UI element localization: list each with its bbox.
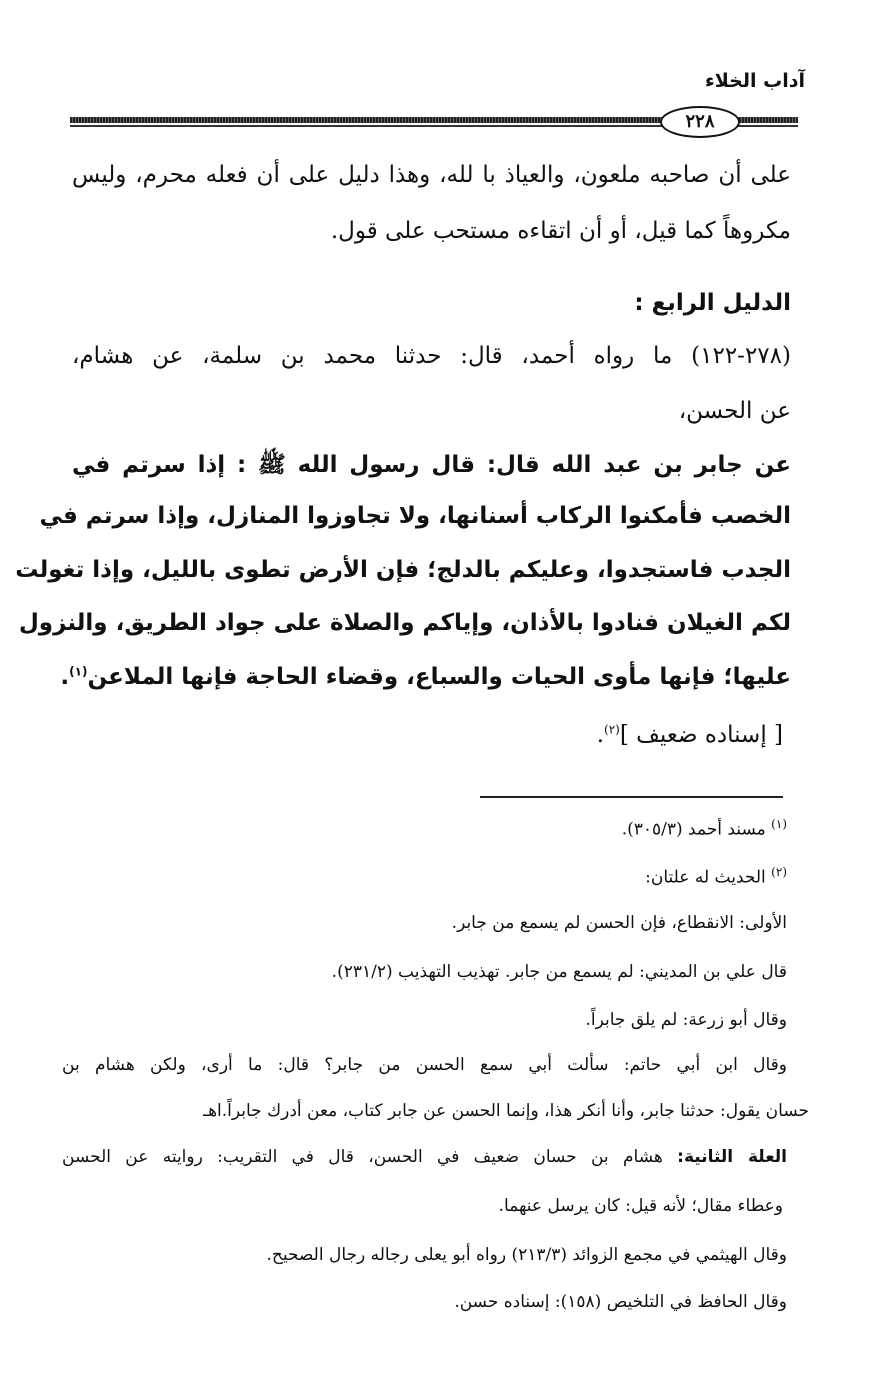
hadith-line-5: عليها؛ فإنها مأوى الحيات والسباع، وقضاء الحاجة فإنها الملاعن$^{(١)}$. xyxy=(60,664,791,690)
isnad-line-2: عن الحسن، xyxy=(678,398,791,424)
footnote-line-9: وعطاء مقال؛ لأنه قيل: كان يرسل عنهما. xyxy=(498,1196,783,1216)
second-cause-text: هشام بن حسان ضعيف في الحسن، قال في التقريب: روايته عن الحسن xyxy=(62,1147,678,1167)
grade-line: [ إسناده ضعيف ]$^{(٢)}$. xyxy=(596,722,783,748)
hadith-line-1: عن جابر بن عبد الله قال: قال رسول الله ﷺ : إذا سرتم في xyxy=(72,452,791,478)
section-heading: الدليل الرابع : xyxy=(634,290,791,316)
hadith-line-4: لكم الغيلان فنادوا بالأذان، وإياكم والصلاة على جواد الطريق، والنزول xyxy=(18,610,791,636)
footnote-2 xyxy=(645,865,787,888)
running-header-title: آداب الخلاء xyxy=(705,70,805,92)
footnote-1-text: مسند أحمد (٣٠٥/٣). xyxy=(621,819,766,840)
footnote-line-8 xyxy=(62,1147,787,1167)
footnote-2-marker: (٢) xyxy=(771,865,787,879)
footnote-ref-1: (١) xyxy=(69,664,88,679)
hadith-line-3: الجدب فاستجدوا، وعليكم بالدلج؛ فإن الأرض تطوى بالليل، وإذا تغولت xyxy=(15,557,791,583)
footnote-line-4: قال علي بن المديني: لم يسمع من جابر. تهذيب التهذيب (٢٣١/٢). xyxy=(331,962,787,982)
hadith-line-2: الخصب فأمكنوا الركاب أسنانها، ولا تجاوزوا المنازل، وإذا سرتم في xyxy=(39,503,791,529)
footnote-line-3: الأولى: الانقطاع، فإن الحسن لم يسمع من جابر. xyxy=(451,913,787,933)
body-line-1: على أن صاحبه ملعون، والعياذ با لله، وهذا دليل على أن فعله محرم، وليس xyxy=(72,162,791,188)
footnote-1-marker: (١) xyxy=(771,817,787,831)
footnote-line-5: وقال أبو زرعة: لم يلق جابراً. xyxy=(585,1010,787,1030)
body-line-2: مكروهاً كما قيل، أو أن اتقاءه مستحب على قول. xyxy=(330,218,791,244)
footnote-1 xyxy=(622,817,787,840)
footnote-line-10: وقال الهيثمي في مجمع الزوائد (٢١٣/٣) رواه أبو يعلى رجاله رجال الصحيح. xyxy=(266,1245,787,1265)
footnote-ref-2: (٢) xyxy=(604,722,620,737)
footnote-line-7: حسان يقول: حدثنا جابر، وأنا أنكر هذا، وإنما الحسن عن جابر كتاب، معن أدرك جابراً.اهـ xyxy=(203,1101,809,1121)
page-number: ٢٢٨ xyxy=(660,106,740,138)
footnote-separator xyxy=(480,796,783,798)
second-cause-label: العلة الثانية: xyxy=(677,1147,788,1167)
footnote-2-text: الحديث له علتان: xyxy=(645,867,766,888)
grade-text: [ إسناده ضعيف ] xyxy=(619,722,783,748)
isnad-line-1: (٢٧٨-١٢٢) ما رواه أحمد، قال: حدثنا محمد بن سلمة، عن هشام، xyxy=(72,343,791,369)
hadith-line-5-text: عليها؛ فإنها مأوى الحيات والسباع، وقضاء الحاجة فإنها الملاعن xyxy=(87,664,791,690)
footnote-line-11: وقال الحافظ في التلخيص (١٥٨): إسناده حسن. xyxy=(454,1292,787,1312)
footnote-line-6: وقال ابن أبي حاتم: سألت أبي سمع الحسن من جابر؟ قال: ما أرى، ولكن هشام بن xyxy=(62,1055,787,1075)
